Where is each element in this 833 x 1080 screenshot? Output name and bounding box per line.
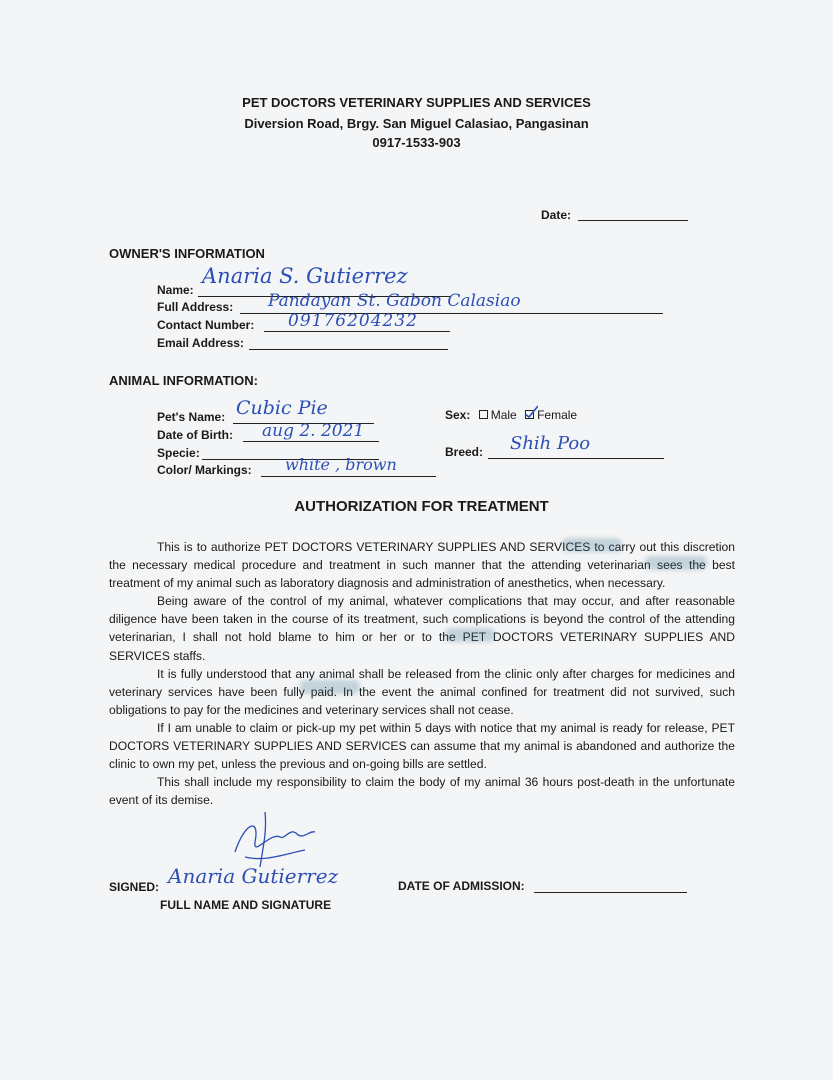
contact-number-field[interactable] xyxy=(264,331,450,332)
dob-value: aug 2. 2021 xyxy=(262,421,365,441)
checkmark-icon xyxy=(524,405,538,419)
signature-scribble-icon xyxy=(225,812,320,872)
date-field[interactable] xyxy=(578,220,688,221)
ink-smudge xyxy=(645,556,707,570)
contact-number-label: Contact Number: xyxy=(157,318,255,332)
full-name-signature-label: FULL NAME AND SIGNATURE xyxy=(160,898,332,912)
company-address: Diversion Road, Brgy. San Miguel Calasiao, Pangasinan xyxy=(244,116,589,131)
pet-name-label: Pet's Name: xyxy=(157,410,226,424)
female-option-label: Female xyxy=(537,408,578,422)
color-markings-field[interactable] xyxy=(261,476,436,477)
pet-name-value: Cubic Pie xyxy=(236,397,328,419)
color-markings-label: Color/ Markings: xyxy=(157,463,252,477)
breed-field[interactable] xyxy=(488,458,664,459)
sex-row xyxy=(445,408,577,422)
paragraph-authorize: This is to authorize PET DOCTORS VETERINARY SUPPLIES AND SERVICES to carry out this discretion the necessary medical procedure and treatment in such manner that the attending veterinarian sees the best treatment of my animal such as laboratory diagnosis and administration of anesthetics, when necessary. xyxy=(109,540,735,591)
animal-info-heading: ANIMAL INFORMATION: xyxy=(109,373,258,388)
date-of-admission-field[interactable] xyxy=(534,892,687,893)
date-label: Date: xyxy=(541,208,572,222)
owner-info-heading: OWNER'S INFORMATION xyxy=(109,246,265,261)
authorization-title: AUTHORIZATION FOR TREATMENT xyxy=(294,498,549,515)
owner-name-label: Name: xyxy=(157,283,194,297)
female-checkbox[interactable] xyxy=(525,410,534,419)
paragraph-abandonment: If I am unable to claim or pick-up my pet within 5 days with notice that my animal is ready for release, PET DOCTORS VETERINARY SUPPLIES AND SERVICES can assume that my animal is abandoned and authorize the clinic to own my pet, unless the previous and on-going bills are settled. xyxy=(109,720,735,772)
contact-number-value: 09176204232 xyxy=(288,311,418,331)
signed-value: Anaria Gutierrez xyxy=(168,864,339,888)
owner-address-label: Full Address: xyxy=(157,300,234,314)
email-label: Email Address: xyxy=(157,336,244,350)
ink-smudge xyxy=(300,680,360,694)
owner-name-value: Anaria S. Gutierrez xyxy=(202,264,408,288)
date-of-admission-label: DATE OF ADMISSION: xyxy=(398,879,525,893)
male-option-label: Male xyxy=(490,408,517,422)
breed-label: Breed: xyxy=(445,445,484,459)
dob-field[interactable] xyxy=(243,441,379,442)
email-field[interactable] xyxy=(249,349,448,350)
company-phone: 0917-1533-903 xyxy=(372,135,461,150)
male-checkbox[interactable] xyxy=(479,410,488,419)
signed-label: SIGNED: xyxy=(109,880,160,894)
color-markings-value: white , brown xyxy=(285,455,397,474)
paragraph-post-death: This shall include my responsibility to claim the body of my animal 36 hours post-death in the unfortunate event of its demise. xyxy=(109,775,735,808)
specie-label: Specie: xyxy=(157,446,200,460)
authorization-body xyxy=(109,538,735,809)
paragraph-release: It is fully understood that any animal shall be released from the clinic only after charges for medicines and veterinary services have been fully paid. In the event the animal confined for treatment did not survived, such obligations to pay for the medicines and veterinary services shall not cease. xyxy=(109,666,735,717)
owner-address-value: Pandayan St. Gabon Calasiao xyxy=(268,291,521,311)
sex-label: Sex: xyxy=(445,408,471,422)
ink-smudge xyxy=(445,628,495,642)
dob-label: Date of Birth: xyxy=(157,428,233,442)
paragraph-complications: Being aware of the control of my animal, whatever complications that may occur, and after reasonable diligence have been taken in the course of its treatment, such complications is beyond the control of the attending veterinarian, I shall not hold blame to him or her or to the PET DOCTORS VETERINARY SUPPLIES AND SERVICES staffs. xyxy=(109,594,735,663)
breed-value: Shih Poo xyxy=(510,433,591,454)
ink-smudge xyxy=(562,538,622,552)
company-name: PET DOCTORS VETERINARY SUPPLIES AND SERVICES xyxy=(242,95,591,110)
